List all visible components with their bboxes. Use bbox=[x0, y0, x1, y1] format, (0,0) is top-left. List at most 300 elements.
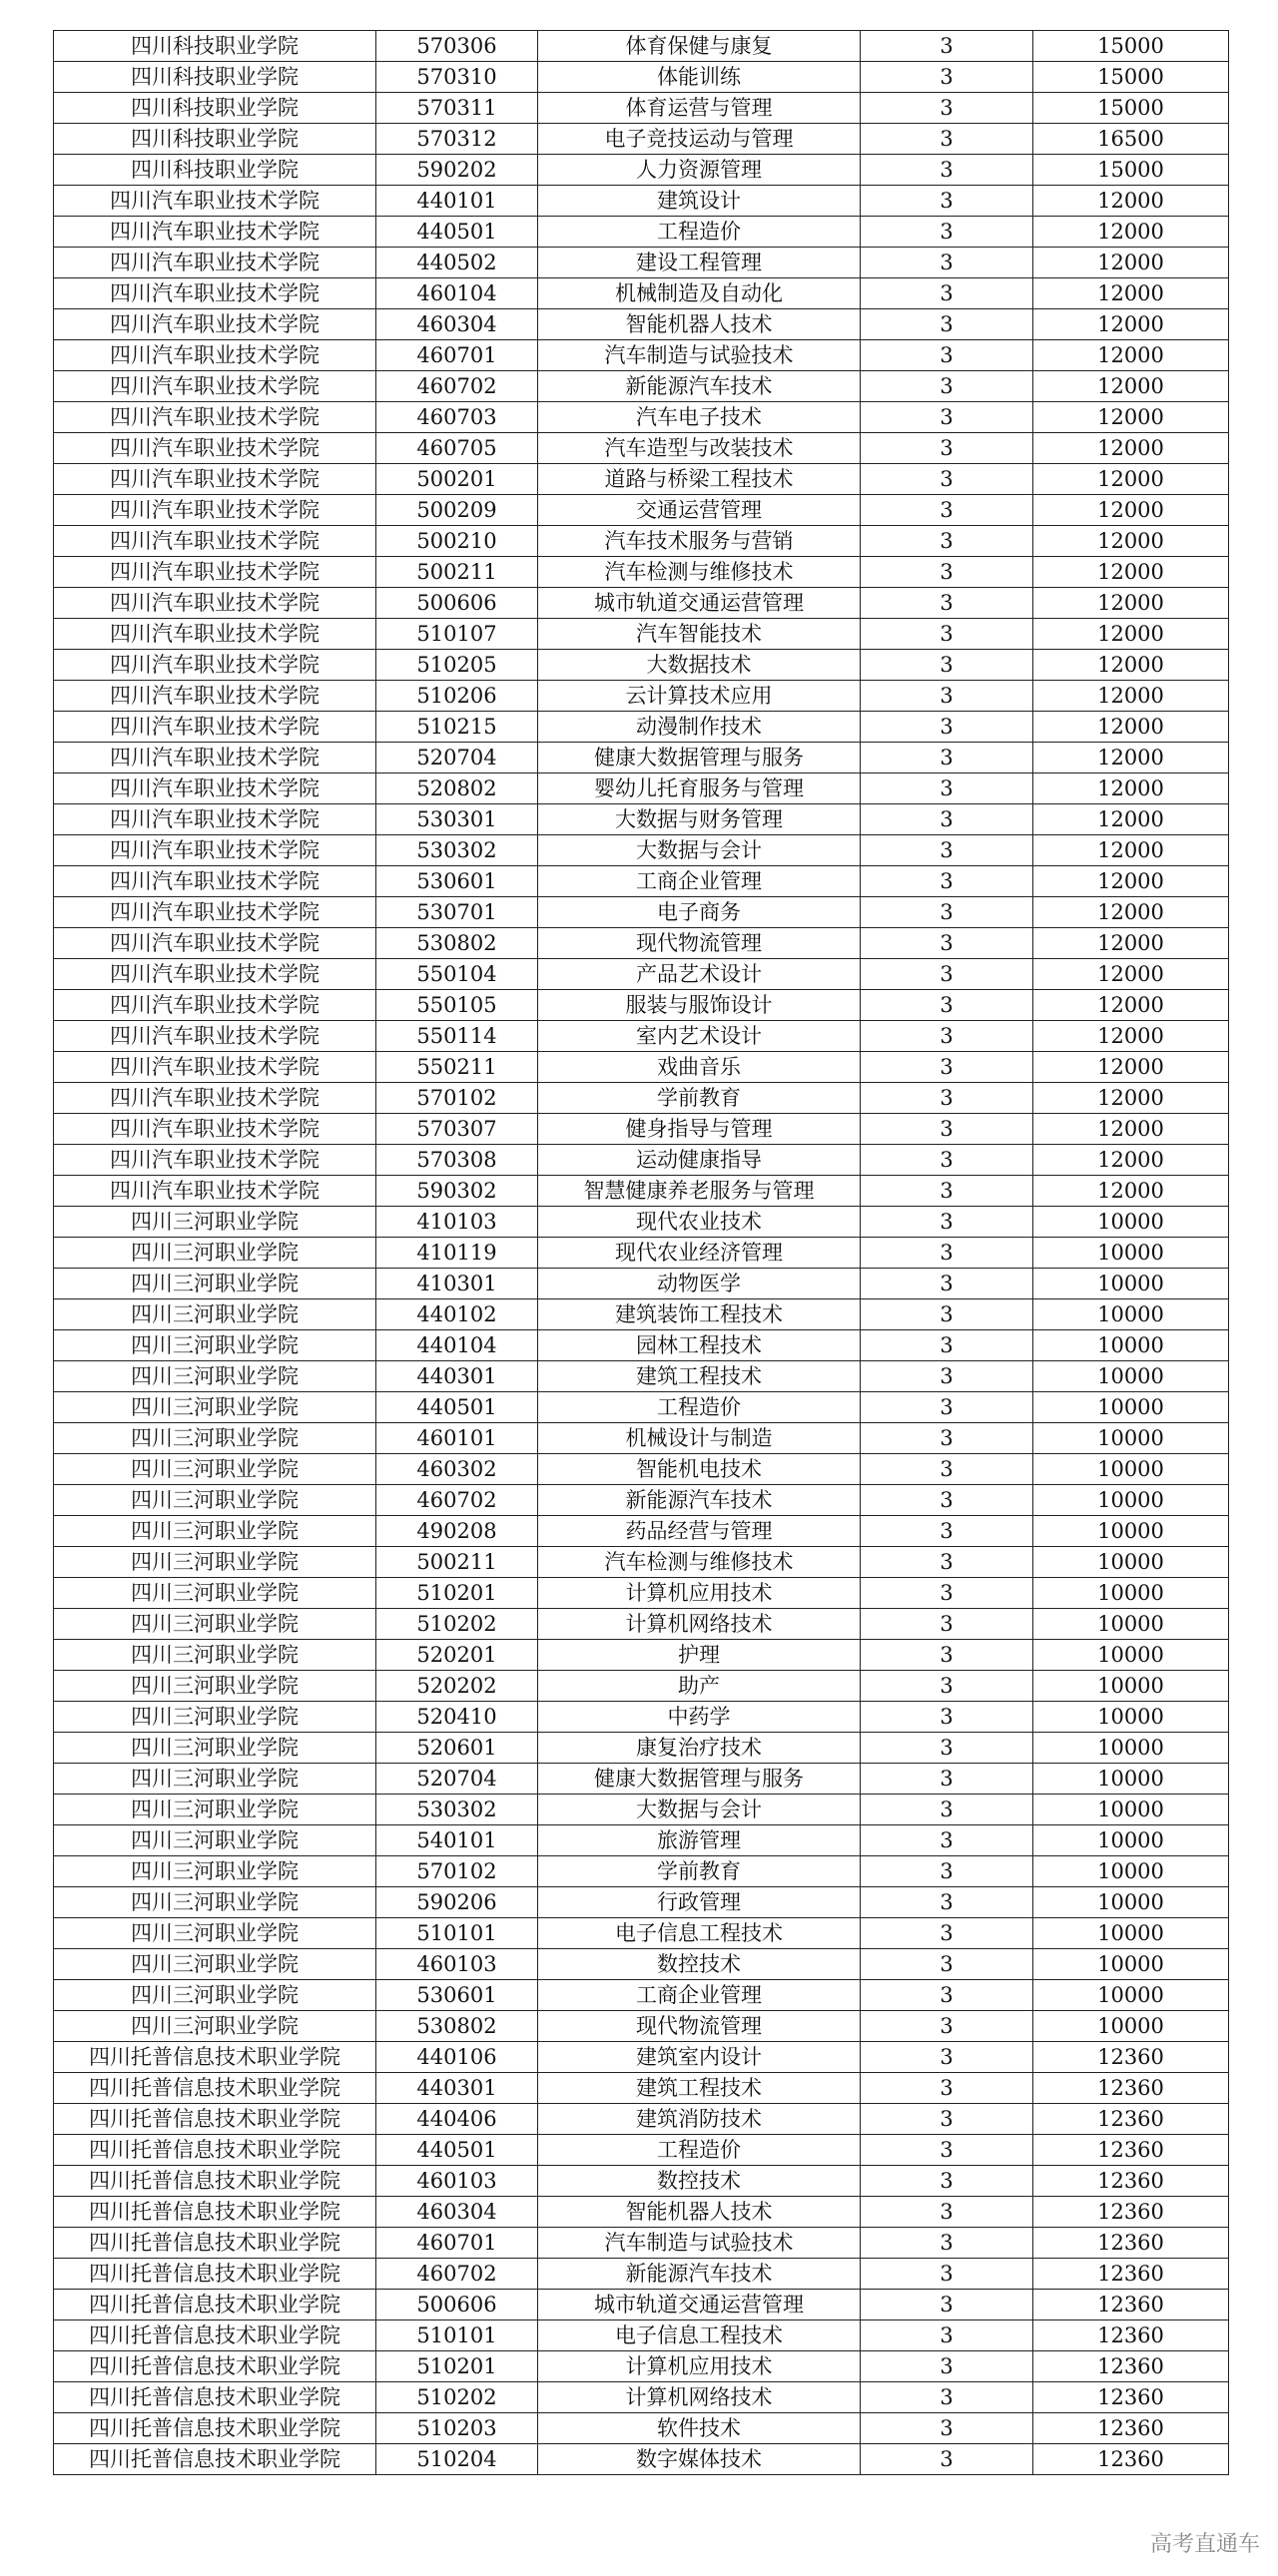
table-row bbox=[54, 1361, 1229, 1392]
table-row bbox=[54, 1299, 1229, 1330]
major-name-cell: 建设工程管理 bbox=[538, 248, 861, 278]
fee-cell: 10000 bbox=[1033, 1733, 1229, 1764]
table-row bbox=[54, 495, 1229, 526]
table-body bbox=[54, 31, 1229, 2475]
major-name-cell: 智慧健康养老服务与管理 bbox=[538, 1176, 861, 1207]
duration-cell: 3 bbox=[861, 2290, 1033, 2320]
fee-cell: 12000 bbox=[1033, 712, 1229, 743]
fee-cell: 10000 bbox=[1033, 1330, 1229, 1361]
fee-cell: 12360 bbox=[1033, 2351, 1229, 2382]
major-name-cell: 中药学 bbox=[538, 1702, 861, 1733]
school-name-cell: 四川托普信息技术职业学院 bbox=[54, 2228, 376, 2259]
table-row bbox=[54, 2197, 1229, 2228]
major-code-cell: 440502 bbox=[376, 248, 538, 278]
table-row bbox=[54, 1423, 1229, 1454]
fee-cell: 10000 bbox=[1033, 2011, 1229, 2042]
table-row bbox=[54, 186, 1229, 217]
major-code-cell: 440501 bbox=[376, 217, 538, 248]
fee-cell: 12000 bbox=[1033, 1114, 1229, 1145]
duration-cell: 3 bbox=[861, 1114, 1033, 1145]
table-row bbox=[54, 1176, 1229, 1207]
tuition-fee-table bbox=[53, 30, 1229, 2475]
fee-cell: 15000 bbox=[1033, 93, 1229, 124]
major-code-cell: 530302 bbox=[376, 835, 538, 866]
major-name-cell: 建筑工程技术 bbox=[538, 2073, 861, 2104]
major-code-cell: 460104 bbox=[376, 278, 538, 309]
table-row bbox=[54, 1825, 1229, 1856]
school-name-cell: 四川汽车职业技术学院 bbox=[54, 309, 376, 340]
fee-cell: 10000 bbox=[1033, 1361, 1229, 1392]
major-code-cell: 500201 bbox=[376, 464, 538, 495]
major-code-cell: 500606 bbox=[376, 2290, 538, 2320]
table-row bbox=[54, 681, 1229, 712]
duration-cell: 3 bbox=[861, 557, 1033, 588]
major-name-cell: 现代农业经济管理 bbox=[538, 1238, 861, 1269]
major-name-cell: 建筑装饰工程技术 bbox=[538, 1299, 861, 1330]
school-name-cell: 四川汽车职业技术学院 bbox=[54, 1021, 376, 1052]
major-code-cell: 530802 bbox=[376, 2011, 538, 2042]
fee-cell: 12000 bbox=[1033, 557, 1229, 588]
fee-cell: 10000 bbox=[1033, 1423, 1229, 1454]
duration-cell: 3 bbox=[861, 2104, 1033, 2135]
duration-cell: 3 bbox=[861, 1454, 1033, 1485]
duration-cell: 3 bbox=[861, 1361, 1033, 1392]
major-code-cell: 510201 bbox=[376, 1578, 538, 1609]
table-row bbox=[54, 464, 1229, 495]
major-code-cell: 530701 bbox=[376, 897, 538, 928]
major-code-cell: 520202 bbox=[376, 1671, 538, 1702]
major-code-cell: 500209 bbox=[376, 495, 538, 526]
table-row bbox=[54, 1640, 1229, 1671]
school-name-cell: 四川三河职业学院 bbox=[54, 1887, 376, 1918]
school-name-cell: 四川汽车职业技术学院 bbox=[54, 681, 376, 712]
fee-cell: 10000 bbox=[1033, 1516, 1229, 1547]
major-name-cell: 大数据技术 bbox=[538, 650, 861, 681]
major-code-cell: 510101 bbox=[376, 1918, 538, 1949]
school-name-cell: 四川汽车职业技术学院 bbox=[54, 186, 376, 217]
duration-cell: 3 bbox=[861, 1083, 1033, 1114]
major-code-cell: 440301 bbox=[376, 1361, 538, 1392]
duration-cell: 3 bbox=[861, 2259, 1033, 2290]
school-name-cell: 四川三河职业学院 bbox=[54, 1949, 376, 1980]
table-row bbox=[54, 1485, 1229, 1516]
duration-cell: 3 bbox=[861, 1640, 1033, 1671]
fee-cell: 12000 bbox=[1033, 248, 1229, 278]
major-name-cell: 戏曲音乐 bbox=[538, 1052, 861, 1083]
duration-cell: 3 bbox=[861, 866, 1033, 897]
duration-cell: 3 bbox=[861, 2351, 1033, 2382]
major-code-cell: 530302 bbox=[376, 1795, 538, 1825]
major-code-cell: 460103 bbox=[376, 2166, 538, 2197]
fee-cell: 12000 bbox=[1033, 897, 1229, 928]
major-name-cell: 动物医学 bbox=[538, 1269, 861, 1299]
fee-cell: 12000 bbox=[1033, 928, 1229, 959]
table-row bbox=[54, 1949, 1229, 1980]
table-row bbox=[54, 1052, 1229, 1083]
fee-cell: 12000 bbox=[1033, 773, 1229, 804]
school-name-cell: 四川托普信息技术职业学院 bbox=[54, 2320, 376, 2351]
fee-cell: 12360 bbox=[1033, 2320, 1229, 2351]
major-code-cell: 530601 bbox=[376, 1980, 538, 2011]
school-name-cell: 四川三河职业学院 bbox=[54, 1485, 376, 1516]
duration-cell: 3 bbox=[861, 248, 1033, 278]
major-name-cell: 工程造价 bbox=[538, 2135, 861, 2166]
school-name-cell: 四川三河职业学院 bbox=[54, 1733, 376, 1764]
fee-cell: 12360 bbox=[1033, 2413, 1229, 2444]
table-row bbox=[54, 2259, 1229, 2290]
table-row bbox=[54, 773, 1229, 804]
major-code-cell: 510204 bbox=[376, 2444, 538, 2475]
table-row bbox=[54, 433, 1229, 464]
school-name-cell: 四川汽车职业技术学院 bbox=[54, 464, 376, 495]
school-name-cell: 四川三河职业学院 bbox=[54, 1764, 376, 1795]
fee-cell: 12000 bbox=[1033, 743, 1229, 773]
major-code-cell: 500210 bbox=[376, 526, 538, 557]
duration-cell: 3 bbox=[861, 1856, 1033, 1887]
school-name-cell: 四川汽车职业技术学院 bbox=[54, 928, 376, 959]
school-name-cell: 四川汽车职业技术学院 bbox=[54, 835, 376, 866]
school-name-cell: 四川汽车职业技术学院 bbox=[54, 340, 376, 371]
duration-cell: 3 bbox=[861, 897, 1033, 928]
major-code-cell: 570308 bbox=[376, 1145, 538, 1176]
major-code-cell: 550114 bbox=[376, 1021, 538, 1052]
duration-cell: 3 bbox=[861, 619, 1033, 650]
major-code-cell: 510205 bbox=[376, 650, 538, 681]
major-name-cell: 计算机应用技术 bbox=[538, 2351, 861, 2382]
major-name-cell: 健康大数据管理与服务 bbox=[538, 743, 861, 773]
duration-cell: 3 bbox=[861, 124, 1033, 155]
major-code-cell: 520802 bbox=[376, 773, 538, 804]
duration-cell: 3 bbox=[861, 495, 1033, 526]
fee-cell: 12000 bbox=[1033, 588, 1229, 619]
major-code-cell: 460702 bbox=[376, 371, 538, 402]
table-row bbox=[54, 866, 1229, 897]
duration-cell: 3 bbox=[861, 1887, 1033, 1918]
fee-cell: 16500 bbox=[1033, 124, 1229, 155]
fee-cell: 12360 bbox=[1033, 2259, 1229, 2290]
major-name-cell: 学前教育 bbox=[538, 1083, 861, 1114]
fee-cell: 12360 bbox=[1033, 2382, 1229, 2413]
table-row bbox=[54, 1516, 1229, 1547]
fee-cell: 10000 bbox=[1033, 1207, 1229, 1238]
duration-cell: 3 bbox=[861, 433, 1033, 464]
duration-cell: 3 bbox=[861, 804, 1033, 835]
major-name-cell: 汽车造型与改装技术 bbox=[538, 433, 861, 464]
major-name-cell: 电子信息工程技术 bbox=[538, 1918, 861, 1949]
major-code-cell: 440301 bbox=[376, 2073, 538, 2104]
major-name-cell: 婴幼儿托育服务与管理 bbox=[538, 773, 861, 804]
major-code-cell: 510203 bbox=[376, 2413, 538, 2444]
school-name-cell: 四川三河职业学院 bbox=[54, 1825, 376, 1856]
major-code-cell: 440106 bbox=[376, 2042, 538, 2073]
fee-cell: 12000 bbox=[1033, 433, 1229, 464]
school-name-cell: 四川汽车职业技术学院 bbox=[54, 897, 376, 928]
major-name-cell: 智能机器人技术 bbox=[538, 2197, 861, 2228]
major-name-cell: 室内艺术设计 bbox=[538, 1021, 861, 1052]
table-row bbox=[54, 526, 1229, 557]
major-code-cell: 570102 bbox=[376, 1856, 538, 1887]
fee-cell: 12360 bbox=[1033, 2228, 1229, 2259]
duration-cell: 3 bbox=[861, 712, 1033, 743]
major-code-cell: 510206 bbox=[376, 681, 538, 712]
table-row bbox=[54, 1856, 1229, 1887]
duration-cell: 3 bbox=[861, 1021, 1033, 1052]
fee-cell: 12000 bbox=[1033, 990, 1229, 1021]
major-name-cell: 现代物流管理 bbox=[538, 2011, 861, 2042]
school-name-cell: 四川科技职业学院 bbox=[54, 155, 376, 186]
school-name-cell: 四川托普信息技术职业学院 bbox=[54, 2351, 376, 2382]
fee-cell: 10000 bbox=[1033, 1825, 1229, 1856]
major-code-cell: 460101 bbox=[376, 1423, 538, 1454]
major-code-cell: 570306 bbox=[376, 31, 538, 62]
major-code-cell: 460701 bbox=[376, 340, 538, 371]
major-code-cell: 520601 bbox=[376, 1733, 538, 1764]
duration-cell: 3 bbox=[861, 835, 1033, 866]
duration-cell: 3 bbox=[861, 309, 1033, 340]
fee-cell: 12360 bbox=[1033, 2444, 1229, 2475]
school-name-cell: 四川托普信息技术职业学院 bbox=[54, 2073, 376, 2104]
table-row bbox=[54, 371, 1229, 402]
major-code-cell: 440101 bbox=[376, 186, 538, 217]
table-row bbox=[54, 2320, 1229, 2351]
major-code-cell: 510202 bbox=[376, 1609, 538, 1640]
school-name-cell: 四川托普信息技术职业学院 bbox=[54, 2042, 376, 2073]
major-name-cell: 汽车制造与试验技术 bbox=[538, 2228, 861, 2259]
school-name-cell: 四川三河职业学院 bbox=[54, 1640, 376, 1671]
duration-cell: 3 bbox=[861, 1176, 1033, 1207]
duration-cell: 3 bbox=[861, 1392, 1033, 1423]
duration-cell: 3 bbox=[861, 1949, 1033, 1980]
fee-cell: 10000 bbox=[1033, 1795, 1229, 1825]
school-name-cell: 四川汽车职业技术学院 bbox=[54, 959, 376, 990]
school-name-cell: 四川汽车职业技术学院 bbox=[54, 433, 376, 464]
school-name-cell: 四川三河职业学院 bbox=[54, 1454, 376, 1485]
table-row bbox=[54, 1207, 1229, 1238]
duration-cell: 3 bbox=[861, 743, 1033, 773]
major-code-cell: 500606 bbox=[376, 588, 538, 619]
major-code-cell: 460705 bbox=[376, 433, 538, 464]
major-code-cell: 510201 bbox=[376, 2351, 538, 2382]
major-code-cell: 460103 bbox=[376, 1949, 538, 1980]
duration-cell: 3 bbox=[861, 155, 1033, 186]
duration-cell: 3 bbox=[861, 31, 1033, 62]
school-name-cell: 四川汽车职业技术学院 bbox=[54, 557, 376, 588]
duration-cell: 3 bbox=[861, 2135, 1033, 2166]
fee-cell: 15000 bbox=[1033, 155, 1229, 186]
duration-cell: 3 bbox=[861, 990, 1033, 1021]
school-name-cell: 四川三河职业学院 bbox=[54, 1392, 376, 1423]
school-name-cell: 四川科技职业学院 bbox=[54, 62, 376, 93]
table-row bbox=[54, 2351, 1229, 2382]
table-row bbox=[54, 155, 1229, 186]
school-name-cell: 四川三河职业学院 bbox=[54, 1578, 376, 1609]
major-code-cell: 590206 bbox=[376, 1887, 538, 1918]
school-name-cell: 四川汽车职业技术学院 bbox=[54, 1176, 376, 1207]
major-name-cell: 道路与桥梁工程技术 bbox=[538, 464, 861, 495]
table-row bbox=[54, 1733, 1229, 1764]
school-name-cell: 四川三河职业学院 bbox=[54, 1856, 376, 1887]
major-name-cell: 汽车智能技术 bbox=[538, 619, 861, 650]
table-row bbox=[54, 248, 1229, 278]
major-name-cell: 行政管理 bbox=[538, 1887, 861, 1918]
major-code-cell: 520201 bbox=[376, 1640, 538, 1671]
school-name-cell: 四川三河职业学院 bbox=[54, 1361, 376, 1392]
major-name-cell: 助产 bbox=[538, 1671, 861, 1702]
table-row bbox=[54, 650, 1229, 681]
duration-cell: 3 bbox=[861, 1764, 1033, 1795]
school-name-cell: 四川托普信息技术职业学院 bbox=[54, 2413, 376, 2444]
school-name-cell: 四川汽车职业技术学院 bbox=[54, 371, 376, 402]
fee-cell: 12000 bbox=[1033, 340, 1229, 371]
major-code-cell: 460703 bbox=[376, 402, 538, 433]
major-code-cell: 460304 bbox=[376, 2197, 538, 2228]
major-name-cell: 云计算技术应用 bbox=[538, 681, 861, 712]
fee-cell: 10000 bbox=[1033, 1671, 1229, 1702]
major-name-cell: 现代农业技术 bbox=[538, 1207, 861, 1238]
table-row bbox=[54, 278, 1229, 309]
table-row bbox=[54, 2444, 1229, 2475]
duration-cell: 3 bbox=[861, 2228, 1033, 2259]
table-row bbox=[54, 1795, 1229, 1825]
major-name-cell: 动漫制作技术 bbox=[538, 712, 861, 743]
fee-cell: 12000 bbox=[1033, 186, 1229, 217]
fee-cell: 12000 bbox=[1033, 278, 1229, 309]
school-name-cell: 四川三河职业学院 bbox=[54, 1702, 376, 1733]
duration-cell: 3 bbox=[861, 1918, 1033, 1949]
school-name-cell: 四川汽车职业技术学院 bbox=[54, 217, 376, 248]
fee-cell: 12000 bbox=[1033, 217, 1229, 248]
school-name-cell: 四川汽车职业技术学院 bbox=[54, 743, 376, 773]
fee-cell: 10000 bbox=[1033, 1578, 1229, 1609]
duration-cell: 3 bbox=[861, 217, 1033, 248]
major-name-cell: 建筑工程技术 bbox=[538, 1361, 861, 1392]
table-row bbox=[54, 743, 1229, 773]
major-name-cell: 健身指导与管理 bbox=[538, 1114, 861, 1145]
fee-cell: 12000 bbox=[1033, 835, 1229, 866]
duration-cell: 3 bbox=[861, 588, 1033, 619]
table-row bbox=[54, 2011, 1229, 2042]
school-name-cell: 四川三河职业学院 bbox=[54, 1423, 376, 1454]
fee-cell: 12000 bbox=[1033, 495, 1229, 526]
school-name-cell: 四川汽车职业技术学院 bbox=[54, 619, 376, 650]
major-name-cell: 产品艺术设计 bbox=[538, 959, 861, 990]
school-name-cell: 四川汽车职业技术学院 bbox=[54, 866, 376, 897]
table-row bbox=[54, 340, 1229, 371]
table-row bbox=[54, 1578, 1229, 1609]
table-row bbox=[54, 1392, 1229, 1423]
fee-cell: 10000 bbox=[1033, 1918, 1229, 1949]
fee-cell: 12000 bbox=[1033, 650, 1229, 681]
major-name-cell: 汽车技术服务与营销 bbox=[538, 526, 861, 557]
fee-cell: 12000 bbox=[1033, 681, 1229, 712]
school-name-cell: 四川汽车职业技术学院 bbox=[54, 526, 376, 557]
major-name-cell: 旅游管理 bbox=[538, 1825, 861, 1856]
major-name-cell: 计算机应用技术 bbox=[538, 1578, 861, 1609]
major-code-cell: 530601 bbox=[376, 866, 538, 897]
duration-cell: 3 bbox=[861, 340, 1033, 371]
fee-cell: 10000 bbox=[1033, 1609, 1229, 1640]
watermark-text: 高考直通车 bbox=[1149, 2532, 1260, 2557]
school-name-cell: 四川托普信息技术职业学院 bbox=[54, 2259, 376, 2290]
school-name-cell: 四川汽车职业技术学院 bbox=[54, 773, 376, 804]
table-row bbox=[54, 31, 1229, 62]
fee-cell: 12000 bbox=[1033, 371, 1229, 402]
major-name-cell: 康复治疗技术 bbox=[538, 1733, 861, 1764]
major-code-cell: 540101 bbox=[376, 1825, 538, 1856]
table-row bbox=[54, 1454, 1229, 1485]
school-name-cell: 四川汽车职业技术学院 bbox=[54, 712, 376, 743]
major-name-cell: 大数据与财务管理 bbox=[538, 804, 861, 835]
table-row bbox=[54, 588, 1229, 619]
table-row bbox=[54, 897, 1229, 928]
table-row bbox=[54, 1702, 1229, 1733]
major-code-cell: 570102 bbox=[376, 1083, 538, 1114]
major-name-cell: 城市轨道交通运营管理 bbox=[538, 2290, 861, 2320]
major-name-cell: 数控技术 bbox=[538, 2166, 861, 2197]
table-row bbox=[54, 217, 1229, 248]
duration-cell: 3 bbox=[861, 2197, 1033, 2228]
major-code-cell: 570311 bbox=[376, 93, 538, 124]
major-code-cell: 570310 bbox=[376, 62, 538, 93]
school-name-cell: 四川托普信息技术职业学院 bbox=[54, 2444, 376, 2475]
major-code-cell: 510202 bbox=[376, 2382, 538, 2413]
major-name-cell: 计算机网络技术 bbox=[538, 2382, 861, 2413]
fee-cell: 12360 bbox=[1033, 2104, 1229, 2135]
fee-cell: 12000 bbox=[1033, 959, 1229, 990]
school-name-cell: 四川科技职业学院 bbox=[54, 93, 376, 124]
major-name-cell: 工程造价 bbox=[538, 217, 861, 248]
school-name-cell: 四川三河职业学院 bbox=[54, 1269, 376, 1299]
fee-cell: 12360 bbox=[1033, 2073, 1229, 2104]
major-name-cell: 现代物流管理 bbox=[538, 928, 861, 959]
major-code-cell: 510107 bbox=[376, 619, 538, 650]
duration-cell: 3 bbox=[861, 1299, 1033, 1330]
major-name-cell: 健康大数据管理与服务 bbox=[538, 1764, 861, 1795]
major-code-cell: 550105 bbox=[376, 990, 538, 1021]
major-name-cell: 护理 bbox=[538, 1640, 861, 1671]
major-name-cell: 数字媒体技术 bbox=[538, 2444, 861, 2475]
major-name-cell: 电子信息工程技术 bbox=[538, 2320, 861, 2351]
major-code-cell: 520704 bbox=[376, 743, 538, 773]
major-name-cell: 人力资源管理 bbox=[538, 155, 861, 186]
major-code-cell: 460702 bbox=[376, 1485, 538, 1516]
major-name-cell: 工商企业管理 bbox=[538, 1980, 861, 2011]
table-row bbox=[54, 2073, 1229, 2104]
duration-cell: 3 bbox=[861, 1145, 1033, 1176]
duration-cell: 3 bbox=[861, 1269, 1033, 1299]
school-name-cell: 四川三河职业学院 bbox=[54, 1207, 376, 1238]
major-code-cell: 530802 bbox=[376, 928, 538, 959]
fee-cell: 12360 bbox=[1033, 2135, 1229, 2166]
major-code-cell: 570307 bbox=[376, 1114, 538, 1145]
fee-cell: 10000 bbox=[1033, 1299, 1229, 1330]
major-code-cell: 550104 bbox=[376, 959, 538, 990]
fee-cell: 10000 bbox=[1033, 1702, 1229, 1733]
duration-cell: 3 bbox=[861, 1052, 1033, 1083]
table-row bbox=[54, 619, 1229, 650]
duration-cell: 3 bbox=[861, 2382, 1033, 2413]
table-row bbox=[54, 1114, 1229, 1145]
school-name-cell: 四川汽车职业技术学院 bbox=[54, 1052, 376, 1083]
major-name-cell: 新能源汽车技术 bbox=[538, 371, 861, 402]
table-row bbox=[54, 557, 1229, 588]
fee-cell: 10000 bbox=[1033, 1764, 1229, 1795]
duration-cell: 3 bbox=[861, 62, 1033, 93]
major-code-cell: 440501 bbox=[376, 1392, 538, 1423]
major-name-cell: 汽车电子技术 bbox=[538, 402, 861, 433]
major-code-cell: 550211 bbox=[376, 1052, 538, 1083]
major-name-cell: 服装与服饰设计 bbox=[538, 990, 861, 1021]
